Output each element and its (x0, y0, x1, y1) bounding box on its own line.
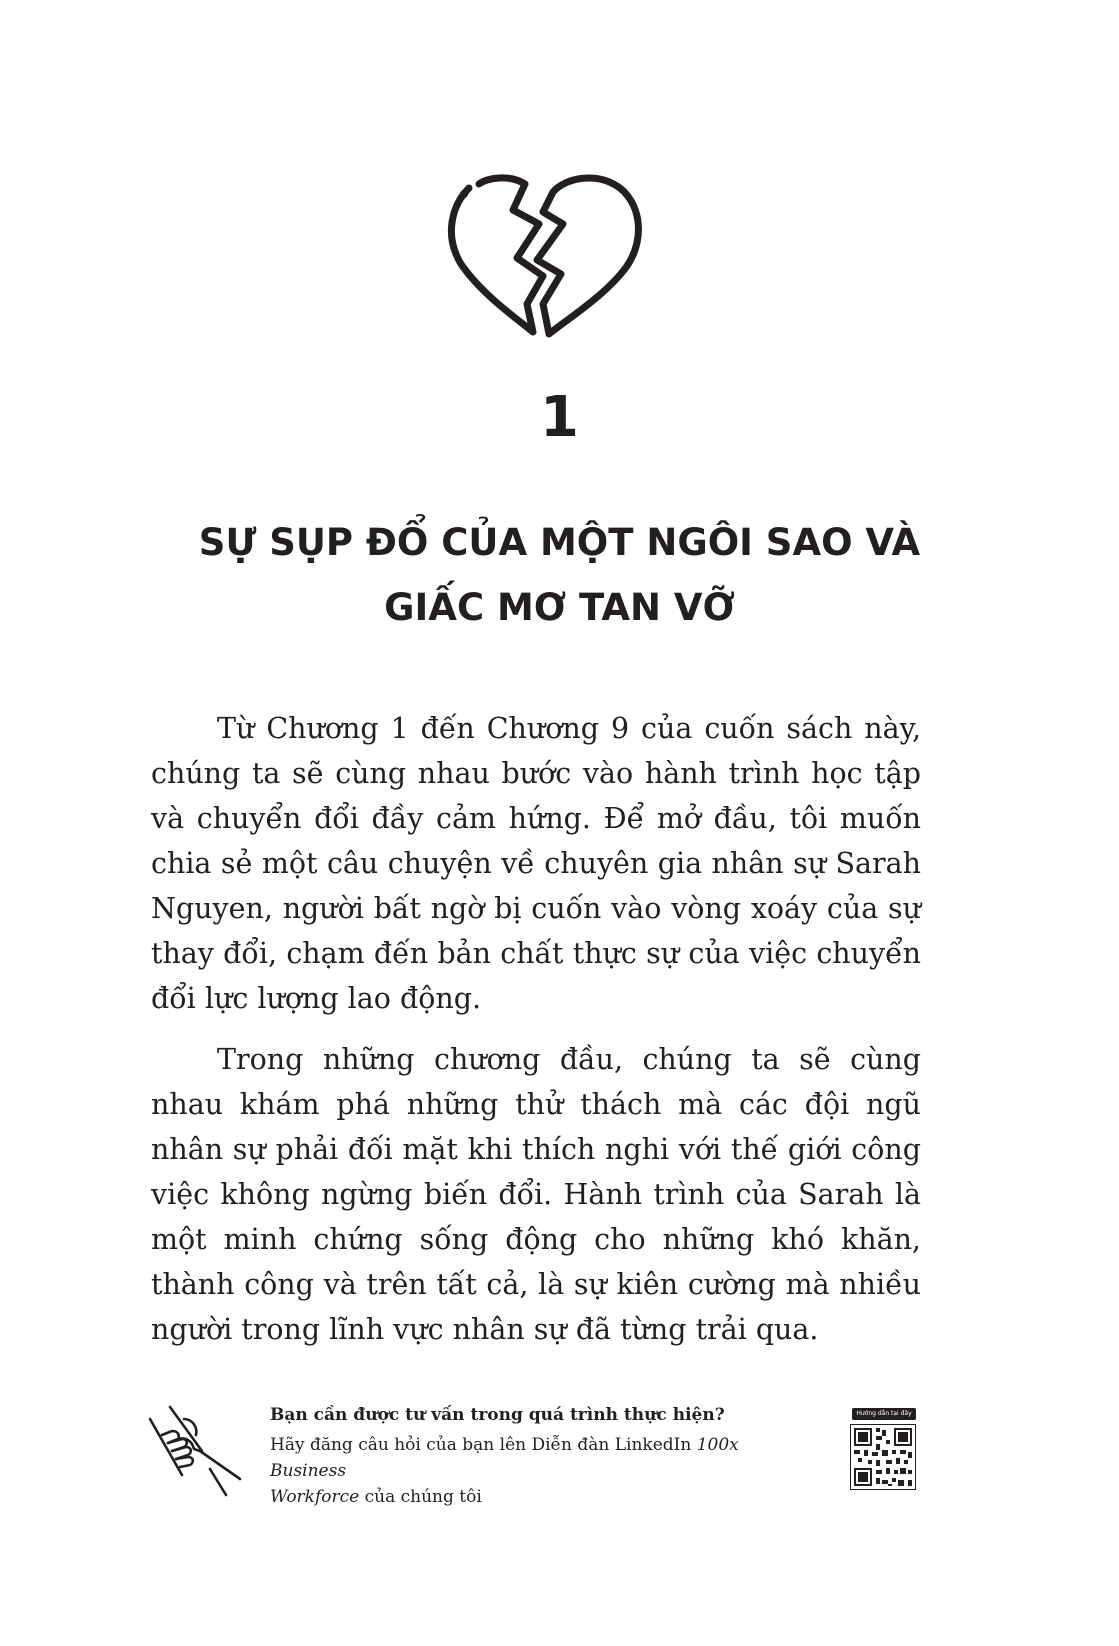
callout-body-suffix: của chúng tôi (359, 1487, 482, 1507)
callout-body (270, 1432, 810, 1510)
qr-label: Hướng dẫn tại đây (852, 1408, 916, 1420)
paragraph-1: Từ Chương 1 đến Chương 9 của cuốn sách này, chúng ta sẽ cùng nhau bước vào hành trình học tập và chuyển đổi đầy cảm hứng. Để mở đầu, tôi muốn chia sẻ một câu chuyện về chuyên gia nhân sự Sarah Nguyen, người bất ngờ bị cuốn vào vòng xoáy của sự thay đổi, chạm đến bản chất thực sự của việc chuyển đổi lực lượng lao động. (151, 712, 921, 1015)
callout (270, 1402, 810, 1510)
callout-forum-name-2: Workforce (270, 1487, 360, 1507)
chapter-title (120, 510, 999, 640)
body-text (151, 706, 921, 1368)
callout-heading: Bạn cần được tư vấn trong quá trình thực hiện? (270, 1405, 725, 1425)
broken-heart-icon (447, 172, 657, 352)
chapter-title-line-1: SỰ SỤP ĐỔ CỦA MỘT NGÔI SAO VÀ (198, 521, 921, 564)
paragraph-2: Trong những chương đầu, chúng ta sẽ cùng nhau khám phá những thử thách mà các đội ngũ nhân sự phải đối mặt khi thích nghi với thế giới công việc không ngừng biến đổi. Hành trình của Sarah là một minh chứng sống động cho những khó khăn, thành công và trên tất cả, là sự kiên cường mà nhiều người trong lĩnh vực nhân sự đã từng trải qua. (151, 1043, 921, 1346)
chapter-number: 1 (540, 385, 579, 450)
qr-code-icon[interactable] (850, 1424, 916, 1490)
callout-body-prefix: Hãy đăng câu hỏi của bạn lên Diễn đàn LinkedIn (270, 1435, 697, 1455)
helping-hand-icon (148, 1405, 248, 1505)
chapter-title-line-2: GIẤC MƠ TAN VỠ (384, 586, 735, 629)
callout-forum-name-1: 100x Business (270, 1435, 739, 1481)
